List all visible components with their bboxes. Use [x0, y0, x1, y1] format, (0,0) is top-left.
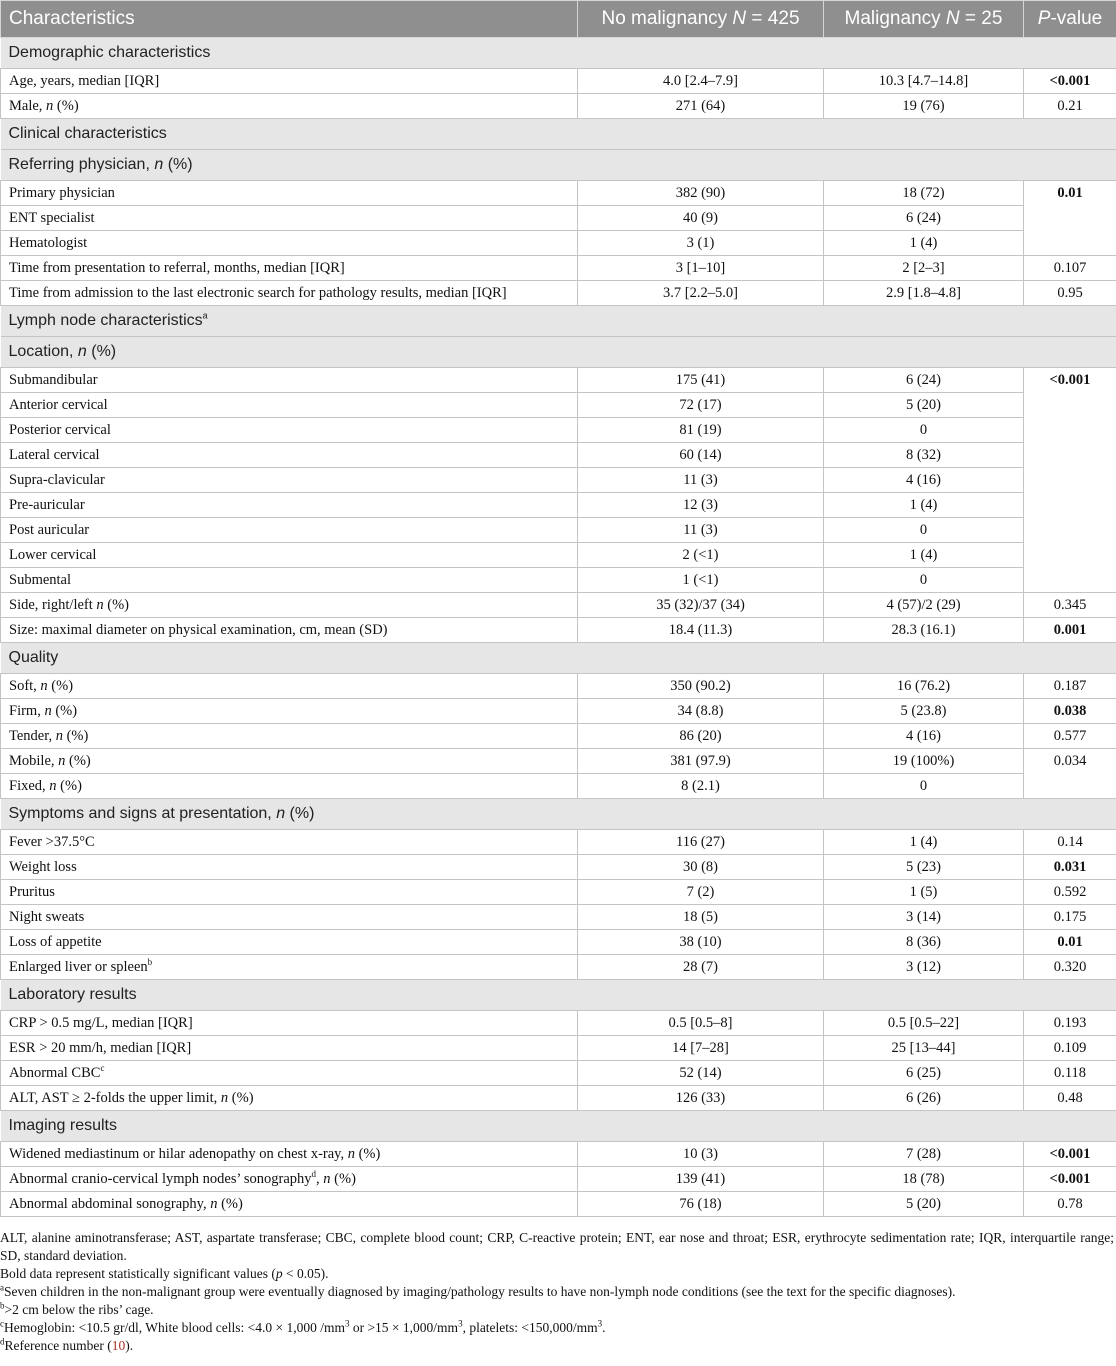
table-row: Submandibular 175 (41) 6 (24) <0.001	[1, 368, 1116, 393]
table-row: ALT, AST ≥ 2-folds the upper limit, n (%) 126 (33) 6 (26) 0.48	[1, 1086, 1116, 1111]
table-row: Male, n (%) 271 (64) 19 (76) 0.21	[1, 94, 1116, 119]
table-row: Pre-auricular 12 (3) 1 (4)	[1, 493, 1116, 518]
section-row	[1, 150, 1116, 181]
section-lymph: Lymph node characteristics$^a$	[1, 306, 1116, 337]
footnote-c: $^c$Hemoglobin: <10.5 gr/dl, White blood cells: <4.0 × 1,000 $/mm^3$ or $>15 \times 1,000/mm^3$, platelets: $<150,000/mm^3$.	[0, 1318, 606, 1335]
table-row: Abnormal CBC$^c$ 52 (14) 6 (25) 0.118	[1, 1061, 1116, 1086]
table-row: Supra-clavicular 11 (3) 4 (16)	[1, 468, 1116, 493]
section-clinical: Clinical characteristics	[1, 119, 1116, 150]
footnote-a: $^a$Seven children in the non-malignant group were eventually diagnosed by imaging/pathology results to have non-lymph node conditions (see the text for the specific diagnoses).	[0, 1282, 956, 1299]
section-row	[1, 38, 1116, 69]
table-row: Age, years, median [IQR] 4.0 [2.4–7.9] 10.3 [4.7–14.8] <0.001	[1, 69, 1116, 94]
table-row: Side, right/left n (%) 35 (32)/37 (34) 4 (57)/2 (29) 0.345	[1, 593, 1116, 618]
section-symptoms: Symptoms and signs at presentation, n (%)	[1, 799, 1116, 830]
table-row: ENT specialist 40 (9) 6 (24)	[1, 206, 1116, 231]
section-row	[1, 306, 1116, 337]
table-row: Time from admission to the last electronic search for pathology results, median [IQR] 3.7 [2.2–5.0] 2.9 [1.8–4.8] 0.95	[1, 281, 1116, 306]
table-row: Hematologist 3 (1) 1 (4)	[1, 231, 1116, 256]
table-row: Fever >37.5°C 116 (27) 1 (4) 0.14	[1, 830, 1116, 855]
table-row: Tender, n (%) 86 (20) 4 (16) 0.577	[1, 724, 1116, 749]
footnote-b: $^b$>2 cm below the ribs’ cage.	[0, 1300, 154, 1317]
table-row: Fixed, n (%) 8 (2.1) 0	[1, 774, 1116, 799]
footnote-d: $^d$Reference number (10).	[0, 1336, 134, 1353]
table-row: Weight loss 30 (8) 5 (23) 0.031	[1, 855, 1116, 880]
section-quality: Quality	[1, 643, 1116, 674]
table-row: Mobile, n (%) 381 (97.9) 19 (100%) 0.034	[1, 749, 1116, 774]
table-row: Soft, n (%) 350 (90.2) 16 (76.2) 0.187	[1, 674, 1116, 699]
header-row	[1, 1, 1116, 38]
bold-note: Bold data represent statistically significant values (p < 0.05).	[0, 1266, 329, 1281]
table-row: Posterior cervical 81 (19) 0	[1, 418, 1116, 443]
header-malignancy: Malignancy N = 25	[824, 1, 1024, 38]
table-row: Post auricular 11 (3) 0	[1, 518, 1116, 543]
table-row: Submental 1 (<1) 0	[1, 568, 1116, 593]
reference-link[interactable]: 10	[111, 1338, 126, 1353]
table-row: Lower cervical 2 (<1) 1 (4)	[1, 543, 1116, 568]
table-row: Enlarged liver or spleen$^b$ 28 (7) 3 (12) 0.320	[1, 955, 1116, 980]
table-row: Night sweats 18 (5) 3 (14) 0.175	[1, 905, 1116, 930]
table-row: Anterior cervical 72 (17) 5 (20)	[1, 393, 1116, 418]
table-row: Pruritus 7 (2) 1 (5) 0.592	[1, 880, 1116, 905]
table-footnotes	[0, 1229, 1116, 1355]
table-row: Size: maximal diameter on physical examination, cm, mean (SD) 18.4 (11.3) 28.3 (16.1) 0.001	[1, 618, 1116, 643]
table-row: Lateral cervical 60 (14) 8 (32)	[1, 443, 1116, 468]
section-row	[1, 643, 1116, 674]
header-characteristics: Characteristics	[1, 1, 578, 38]
table-row: Primary physician 382 (90) 18 (72) 0.01	[1, 181, 1116, 206]
section-row	[1, 337, 1116, 368]
section-row	[1, 119, 1116, 150]
table-row: CRP > 0.5 mg/L, median [IQR] 0.5 [0.5–8] 0.5 [0.5–22] 0.193	[1, 1011, 1116, 1036]
table-row: Time from presentation to referral, months, median [IQR] 3 [1–10] 2 [2–3] 0.107	[1, 256, 1116, 281]
header-p-value: P-value	[1024, 1, 1116, 38]
section-location: Location, n (%)	[1, 337, 1116, 368]
table-row: Abnormal abdominal sonography, n (%) 76 (18) 5 (20) 0.78	[1, 1192, 1116, 1217]
table-row: ESR > 20 mm/h, median [IQR] 14 [7–28] 25 [13–44] 0.109	[1, 1036, 1116, 1061]
table-row: Widened mediastinum or hilar adenopathy on chest x-ray, n (%) 10 (3) 7 (28) <0.001	[1, 1142, 1116, 1167]
section-row	[1, 1111, 1116, 1142]
header-no-malignancy: No malignancy N = 425	[578, 1, 824, 38]
section-row	[1, 799, 1116, 830]
table-row: Firm, n (%) 34 (8.8) 5 (23.8) 0.038	[1, 699, 1116, 724]
section-demographic: Demographic characteristics	[1, 38, 1116, 69]
section-laboratory: Laboratory results	[1, 980, 1116, 1011]
table-row: Loss of appetite 38 (10) 8 (36) 0.01	[1, 930, 1116, 955]
section-imaging: Imaging results	[1, 1111, 1116, 1142]
section-referring: Referring physician, n (%)	[1, 150, 1116, 181]
section-row	[1, 980, 1116, 1011]
table-row: Abnormal cranio-cervical lymph nodes’ sonography$^d$, n (%) 139 (41) 18 (78) <0.001	[1, 1167, 1116, 1192]
abbreviations-note: ALT, alanine aminotransferase; AST, aspartate transferase; CBC, complete blood count; CRP, C-reactive protein; ENT, ear nose and throat; ESR, erythrocyte sedimentation rate; IQR, interquartile range; SD, standard deviation.	[0, 1230, 1114, 1263]
